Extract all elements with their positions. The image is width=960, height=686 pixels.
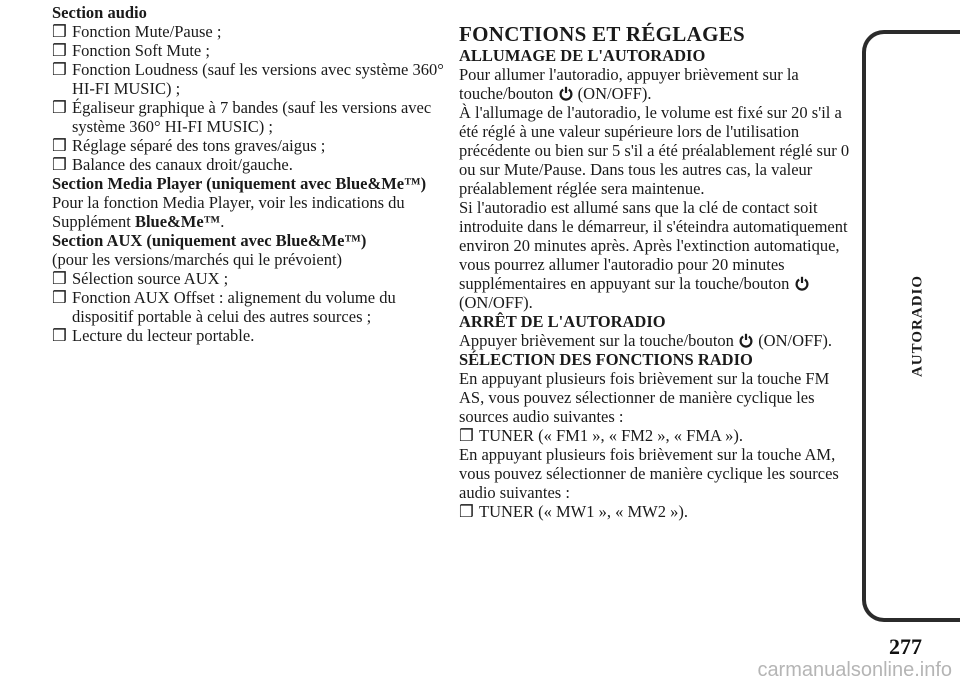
power-icon [559,86,573,101]
media-heading: Section Media Player (uniquement avec Blue&Me™) [52,174,427,193]
aux-subtext: (pour les versions/marchés qui le prévoient) [52,250,343,269]
checkbox-icon: ❒ [459,502,474,521]
selection-paragraph-2: En appuyant plusieurs fois brièvement sur la touche AM, vous pouvez sélectionner de manière cyclique les sources audio suivantes : [459,445,839,502]
selection-paragraph-1: En appuyant plusieurs fois brièvement sur la touche FM AS, vous pouvez sélectionner de manière cyclique les sources audio suivantes : [459,369,830,426]
list-item: ❒ Réglage séparé des tons graves/aigus ; [52,136,326,155]
list-item: ❒ TUNER (« FM1 », « FM2 », « FMA »). [459,426,744,445]
checkbox-icon: ❒ [52,155,67,174]
list-item: ❒ Fonction Mute/Pause ; [52,22,222,41]
watermark: carmanualsonline.info [757,659,952,681]
list-item: ❒ Sélection source AUX ; [52,269,229,288]
media-text: Pour la fonction Media Player, voir les indications du Supplément Blue&Me™. [52,193,405,231]
aux-list [52,269,444,345]
audio-heading: Section audio [52,3,147,22]
on-paragraph-3: Si l'autoradio est allumé sans que la clé de contact soit introduite dans le démarreur, il s'éteindra automatiquement environ 20 minutes après. Après l'extinction automatique, vous pourrez allumer l'autoradio pour 20 minutes supplémentaires en appuyant sur la touche/bouton (ON/OFF). [459,198,848,312]
on-paragraph-1: Pour allumer l'autoradio, appuyer brièvement sur la touche/bouton (ON/OFF). [459,65,799,103]
checkbox-icon: ❒ [459,426,474,445]
left-column [52,3,444,345]
checkbox-icon: ❒ [52,269,67,288]
selection-heading: SÉLECTION DES FONCTIONS RADIO [459,350,753,369]
aux-heading: Section AUX (uniquement avec Blue&Me™) [52,231,367,250]
list-item: ❒ Fonction Loudness (sauf les versions avec système 360° HI-FI MUSIC) ; [52,60,444,98]
checkbox-icon: ❒ [52,98,67,117]
list-item: ❒ TUNER (« MW1 », « MW2 »). [459,502,688,521]
list-item: ❒ Fonction Soft Mute ; [52,41,210,60]
power-icon [739,333,753,348]
list-item: ❒ Égaliseur graphique à 7 bandes (sauf les versions avec système 360° HI-FI MUSIC) ; [52,98,432,136]
off-heading: ARRÊT DE L'AUTORADIO [459,312,666,331]
on-paragraph-2: À l'allumage de l'autoradio, le volume est fixé sur 20 s'il a été réglé à une valeur supérieure lors de l'utilisation précédente ou bien sur 5 s'il a été préalablement réglé sur 0 ou sur Mute/Pause. Dans tous les autres cas, la valeur préalablement réglée sera maintenue. [459,103,850,198]
checkbox-icon: ❒ [52,136,67,155]
checkbox-icon: ❒ [52,22,67,41]
list-item: ❒ Fonction AUX Offset : alignement du volume du dispositif portable à celui des autres sources ; [52,288,396,326]
checkbox-icon: ❒ [52,326,67,345]
right-column [459,22,851,521]
section-tab-label: AUTORADIO [909,274,926,378]
audio-list [52,22,444,174]
off-paragraph: Appuyer brièvement sur la touche/bouton (ON/OFF). [459,331,832,350]
page-title: FONCTIONS ET RÉGLAGES [459,22,745,46]
list-item: ❒ Lecture du lecteur portable. [52,326,255,345]
on-heading: ALLUMAGE DE L'AUTORADIO [459,46,706,65]
checkbox-icon: ❒ [52,41,67,60]
list-item: ❒ Balance des canaux droit/gauche. [52,155,293,174]
section-tab [862,30,960,622]
checkbox-icon: ❒ [52,288,67,307]
page-number: 277 [889,634,922,659]
checkbox-icon: ❒ [52,60,67,79]
power-icon [795,276,809,291]
